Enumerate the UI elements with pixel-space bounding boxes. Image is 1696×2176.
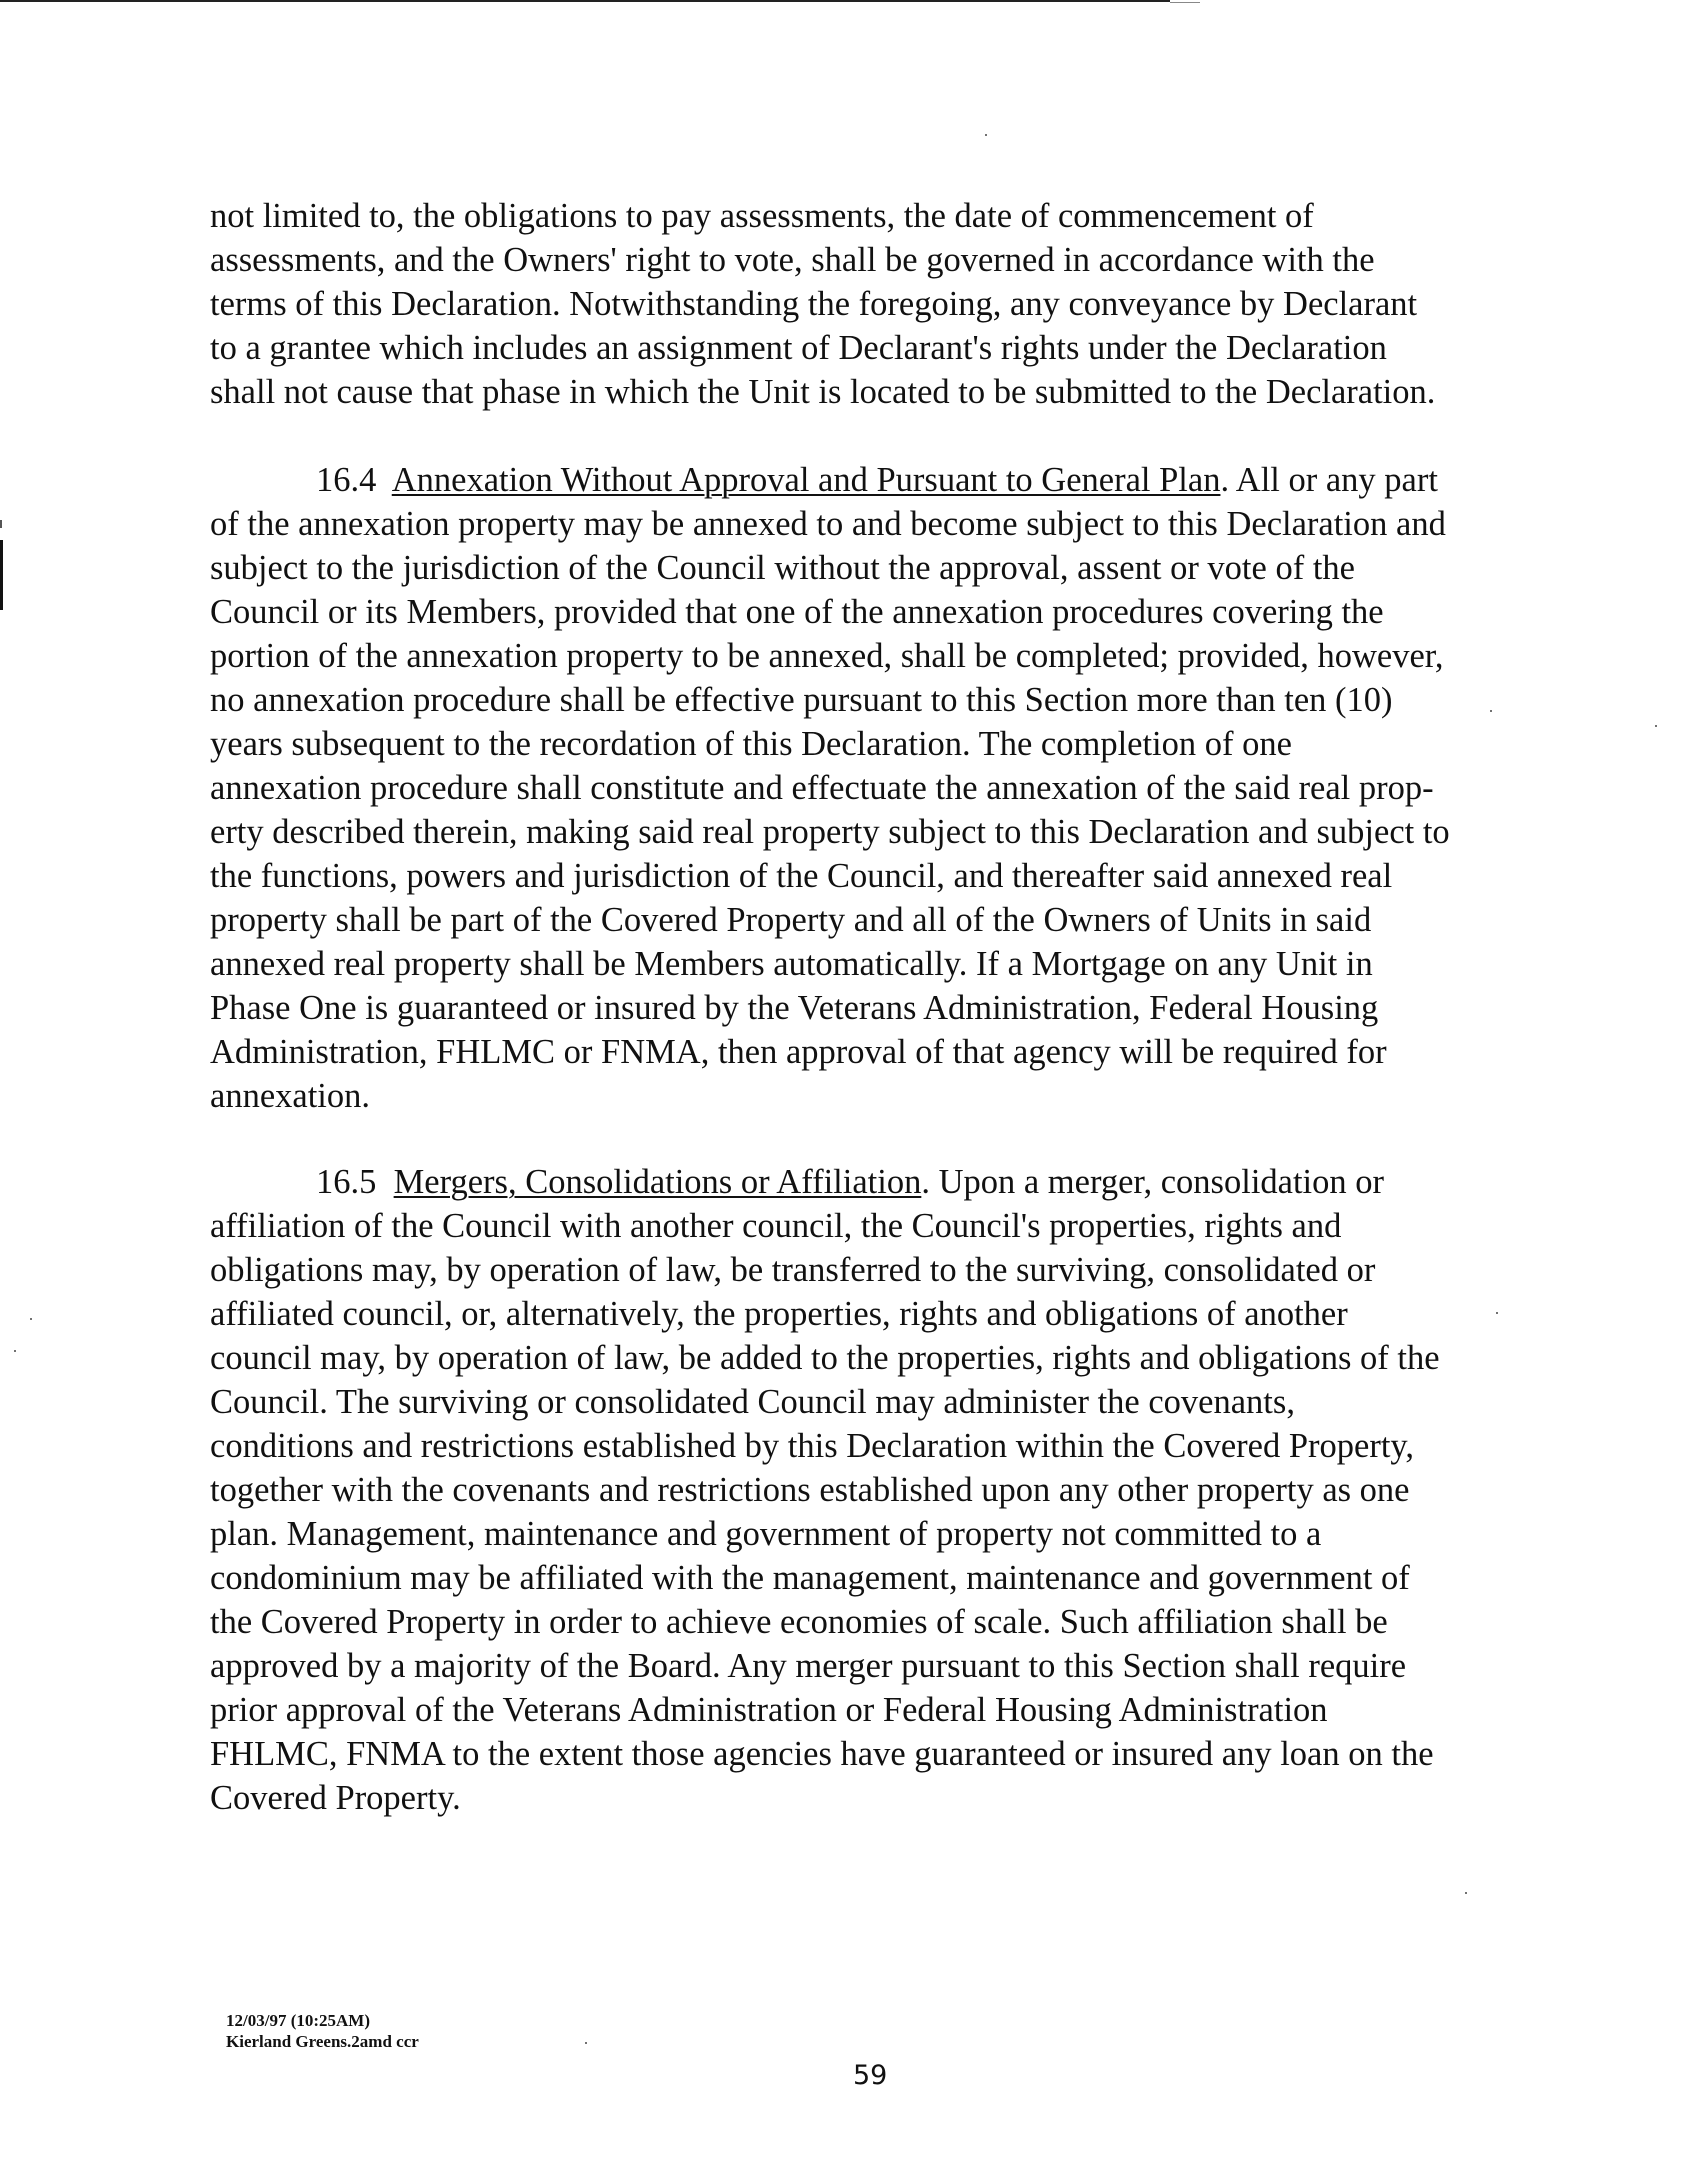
text-line: terms of this Declaration. Notwithstanding the foregoing, any conveyance by Declarant xyxy=(210,285,1418,323)
scan-speck xyxy=(985,134,987,136)
section-first-line-text: . Upon a merger, consolidation or xyxy=(921,1163,1384,1201)
text-line: Phase One is guaranteed or insured by the Veterans Administration, Federal Housing xyxy=(210,989,1379,1027)
text-line: Council. The surviving or consolidated Council may administer the covenants, xyxy=(210,1383,1295,1421)
section-heading: Mergers, Consolidations or Affiliation xyxy=(393,1163,922,1201)
text-line: affiliated council, or, alternatively, the properties, rights and obligations of another xyxy=(210,1295,1348,1333)
text-line: to a grantee which includes an assignment of Declarant's rights under the Declaration xyxy=(210,329,1387,367)
text-line: together with the covenants and restrictions established upon any other property as one xyxy=(210,1471,1410,1509)
paragraph-continuation xyxy=(210,194,1530,414)
section-heading: Annexation Without Approval and Pursuant to General Plan xyxy=(391,461,1221,499)
scan-speck xyxy=(14,1350,16,1352)
text-line: plan. Management, maintenance and government of property not committed to a xyxy=(210,1515,1322,1553)
scan-speck xyxy=(585,2042,587,2044)
top-scan-edge xyxy=(0,0,1170,2)
text-line: annexed real property shall be Members automatically. If a Mortgage on any Unit in xyxy=(210,945,1373,983)
footer-filename: Kierland Greens.2amd ccr xyxy=(226,2032,419,2051)
text-line: approved by a majority of the Board. Any merger pursuant to this Section shall require xyxy=(210,1647,1407,1685)
text-line: years subsequent to the recordation of this Declaration. The completion of one xyxy=(210,725,1292,763)
section-first-line-text: . All or any part xyxy=(1220,461,1438,499)
text-line: property shall be part of the Covered Property and all of the Owners of Units in said xyxy=(210,901,1372,939)
section-first-line xyxy=(210,458,1530,502)
text-line: annexation. xyxy=(210,1077,370,1115)
text-line: portion of the annexation property to be annexed, shall be completed; provided, however, xyxy=(210,637,1444,675)
text-line: shall not cause that phase in which the Unit is located to be submitted to the Declaration. xyxy=(210,373,1436,411)
text-line: Covered Property. xyxy=(210,1779,461,1817)
text-line: the Covered Property in order to achieve economies of scale. Such affiliation shall be xyxy=(210,1603,1388,1641)
scan-speck xyxy=(1465,1892,1467,1894)
scan-edge-mark xyxy=(0,540,3,610)
text-line: obligations may, by operation of law, be transferred to the surviving, consolidated or xyxy=(210,1251,1376,1289)
scan-speck xyxy=(30,1318,32,1320)
text-line: affiliation of the Council with another council, the Council's properties, rights and xyxy=(210,1207,1342,1245)
text-line: conditions and restrictions established by this Declaration within the Covered Property, xyxy=(210,1427,1415,1465)
text-line: condominium may be affiliated with the management, maintenance and government of xyxy=(210,1559,1410,1597)
text-line: erty described therein, making said real property subject to this Declaration and subject to xyxy=(210,813,1450,851)
section-number: 16.5 xyxy=(316,1163,377,1201)
text-line: the functions, powers and jurisdiction of the Council, and thereafter said annexed real xyxy=(210,857,1393,895)
text-line: annexation procedure shall constitute and effectuate the annexation of the said real prop- xyxy=(210,769,1434,807)
text-line: assessments, and the Owners' right to vote, shall be governed in accordance with the xyxy=(210,241,1375,279)
scan-edge-mark xyxy=(0,520,2,528)
text-line: prior approval of the Veterans Administration or Federal Housing Administration xyxy=(210,1691,1328,1729)
text-line: no annexation procedure shall be effective pursuant to this Section more than ten (10) xyxy=(210,681,1393,719)
section-number: 16.4 xyxy=(316,461,377,499)
text-line: not limited to, the obligations to pay assessments, the date of commencement of xyxy=(210,197,1314,235)
text-line: of the annexation property may be annexed to and become subject to this Declaration and xyxy=(210,505,1446,543)
text-line: Council or its Members, provided that one of the annexation procedures covering the xyxy=(210,593,1384,631)
text-line: subject to the jurisdiction of the Council without the approval, assent or vote of the xyxy=(210,549,1355,587)
footer-timestamp: 12/03/97 (10:25AM) xyxy=(226,2011,371,2030)
section-16-4 xyxy=(210,458,1530,1118)
footer-document-info xyxy=(226,2010,419,2052)
text-line: FHLMC, FNMA to the extent those agencies have guaranteed or insured any loan on the xyxy=(210,1735,1434,1773)
text-line: Administration, FHLMC or FNMA, then approval of that agency will be required for xyxy=(210,1033,1387,1071)
scan-speck xyxy=(1655,725,1657,727)
section-16-5 xyxy=(210,1160,1530,1820)
section-first-line xyxy=(210,1160,1530,1204)
top-scan-edge-faint xyxy=(1170,2,1200,3)
page-number: 59 xyxy=(853,2060,888,2091)
text-line: council may, by operation of law, be added to the properties, rights and obligations of the xyxy=(210,1339,1440,1377)
